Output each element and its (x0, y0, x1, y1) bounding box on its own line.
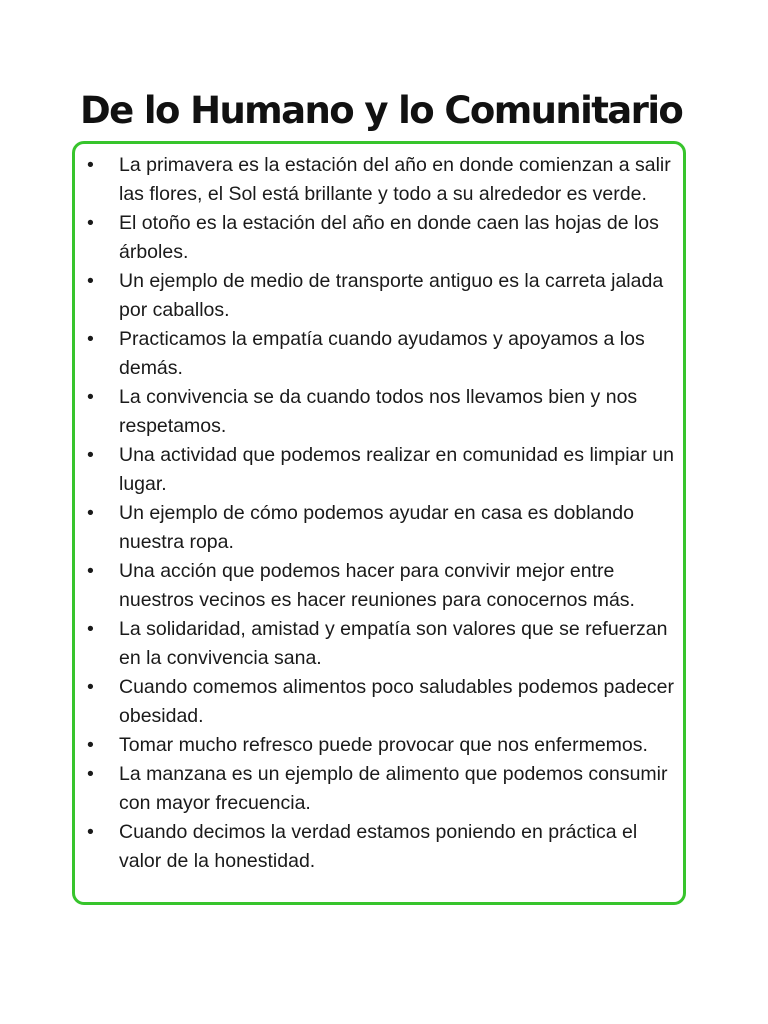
list-item-text: Una acción que podemos hacer para convivir mejor entre nuestros vecinos es hacer reuniones para conocernos más. (119, 560, 635, 611)
list-item-text: El otoño es la estación del año en donde caen las hojas de los árboles. (119, 212, 659, 263)
bullet-icon: • (87, 444, 94, 466)
list-item (75, 383, 683, 441)
list-item (75, 615, 683, 673)
content-frame (72, 141, 686, 905)
list-item (75, 731, 683, 760)
bullet-icon: • (87, 618, 94, 640)
list-item (75, 267, 683, 325)
bullet-icon: • (87, 560, 94, 582)
list-item (75, 499, 683, 557)
list-item-text: Cuando decimos la verdad estamos poniendo en práctica el valor de la honestidad. (119, 821, 638, 872)
list-item (75, 325, 683, 383)
bullet-icon: • (87, 270, 94, 292)
statement-list (75, 151, 683, 876)
list-item (75, 818, 683, 876)
list-item (75, 557, 683, 615)
bullet-icon: • (87, 212, 94, 234)
bullet-icon: • (87, 821, 94, 843)
list-item-text: Un ejemplo de medio de transporte antiguo es la carreta jalada por caballos. (119, 270, 664, 321)
list-item (75, 673, 683, 731)
list-item-text: La primavera es la estación del año en donde comienzan a salir las flores, el Sol está brillante y todo a su alrededor es verde. (119, 154, 671, 205)
bullet-icon: • (87, 676, 94, 698)
bullet-icon: • (87, 502, 94, 524)
list-item-text: La manzana es un ejemplo de alimento que podemos consumir con mayor frecuencia. (119, 763, 668, 814)
list-item (75, 441, 683, 499)
list-item-text: Practicamos la empatía cuando ayudamos y apoyamos a los demás. (119, 328, 645, 379)
bullet-icon: • (87, 386, 94, 408)
bullet-icon: • (87, 763, 94, 785)
list-item (75, 209, 683, 267)
bullet-icon: • (87, 328, 94, 350)
page-title: De lo Humano y lo Comunitario (80, 89, 683, 132)
list-item-text: Tomar mucho refresco puede provocar que nos enfermemos. (119, 734, 648, 756)
list-item-text: La convivencia se da cuando todos nos llevamos bien y nos respetamos. (119, 386, 638, 437)
bullet-icon: • (87, 734, 94, 756)
list-item-text: Un ejemplo de cómo podemos ayudar en casa es doblando nuestra ropa. (119, 502, 634, 553)
bullet-icon: • (87, 154, 94, 176)
list-item (75, 760, 683, 818)
list-item (75, 151, 683, 209)
list-item-text: Una actividad que podemos realizar en comunidad es limpiar un lugar. (119, 444, 674, 495)
list-item-text: Cuando comemos alimentos poco saludables podemos padecer obesidad. (119, 676, 674, 727)
list-item-text: La solidaridad, amistad y empatía son valores que se refuerzan en la convivencia sana. (119, 618, 668, 669)
